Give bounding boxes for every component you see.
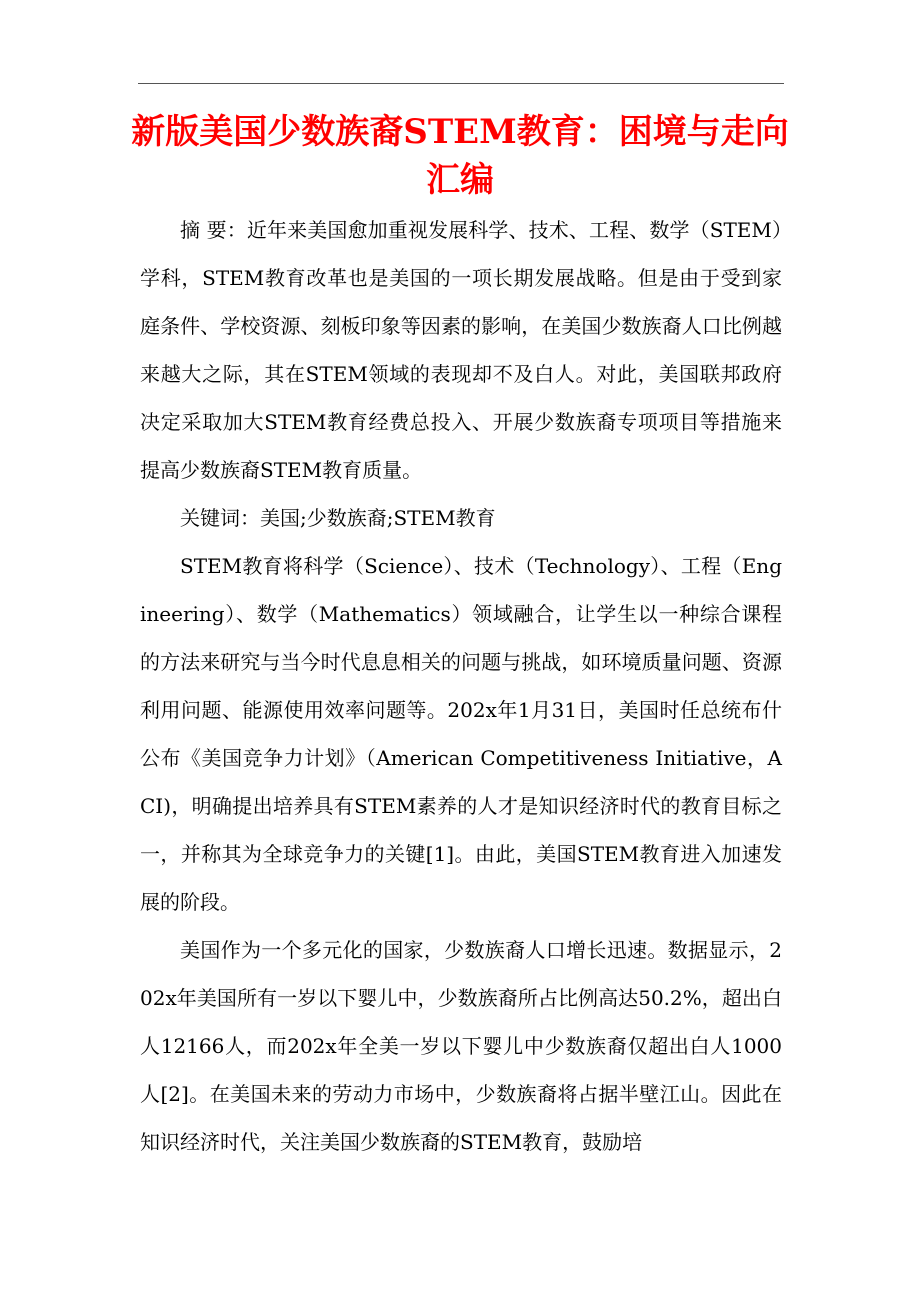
- title-line-1: 新版美国少数族裔STEM教育：困境与走向: [131, 112, 789, 152]
- document-title: [130, 108, 790, 204]
- abstract-paragraph: 摘 要：近年来美国愈加重视发展科学、技术、工程、数学（STEM）学科，STEM教育改革也是美国的一项长期发展战略。但是由于受到家庭条件、学校资源、刻板印象等因素的影响，在美国少数族裔人口比例越来越大之际，其在STEM领域的表现却不及白人。对此，美国联邦政府决定采取加大STEM教育经费总投入、开展少数族裔专项项目等措施来提高少数族裔STEM教育质量。: [140, 218, 782, 482]
- body-paragraph-2: 美国作为一个多元化的国家，少数族裔人口增长迅速。数据显示，202x年美国所有一岁以下婴儿中，少数族裔所占比例高达50.2%，超出白人12166人，而202x年全美一岁以下婴儿中少数族裔仅超出白人1000人[2]。在美国未来的劳动力市场中，少数族裔将占据半壁江山。因此在知识经济时代，关注美国少数族裔的STEM教育，鼓励培: [140, 938, 782, 1154]
- header-rule: [138, 83, 784, 84]
- keywords-paragraph: 关键词：美国;少数族裔;STEM教育: [180, 506, 496, 530]
- document-body: [140, 206, 782, 1166]
- title-line-2: 汇编: [426, 160, 494, 200]
- body-paragraph-1: STEM教育将科学（Science）、技术（Technology）、工程（Engineering）、数学（Mathematics）领域融合，让学生以一种综合课程的方法来研究与当今时代息息相关的问题与挑战，如环境质量问题、资源利用问题、能源使用效率问题等。202x年1月31日，美国时任总统布什公布《美国竞争力计划》（American Competitiveness Initiative，ACI)，明确提出培养具有STEM素养的人才是知识经济时代的教育目标之一，并称其为全球竞争力的关键[1]。由此，美国STEM教育进入加速发展的阶段。: [140, 554, 782, 914]
